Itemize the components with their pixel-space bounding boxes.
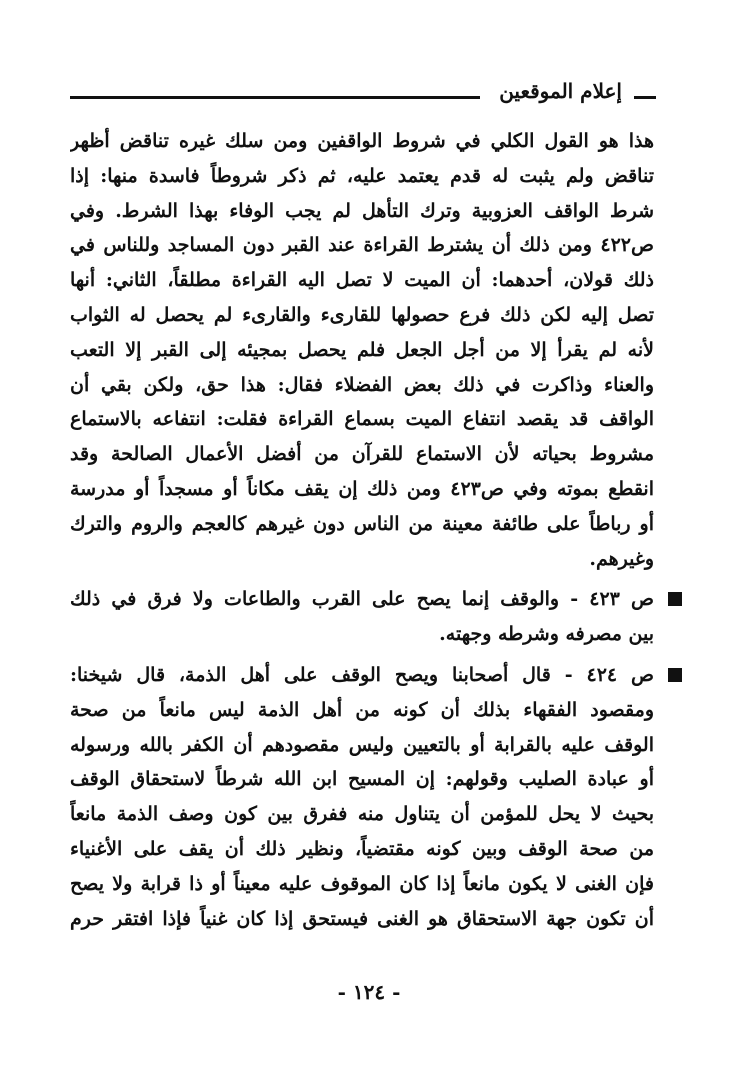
text-line: انقطع بموته وفي ص٤٢٣ ومن ذلك إن يقف مكاناً أو مسجداً أو مدرسة xyxy=(70,477,654,500)
square-bullet-icon xyxy=(668,592,682,606)
text-line: الواقف قد يقصد انتفاع الميت بسماع القراءة فقلت: انتفاعه بالاستماع xyxy=(70,408,654,431)
text-line: بحيث لا يحل للمؤمن أن يتناول منه ففرق بين كون وصف الذمة مانعاً xyxy=(70,803,654,826)
text-line: هذا هو القول الكلي في شروط الواقفين ومن سلك غيره تناقض أظهر xyxy=(70,130,654,152)
text-line: أو عبادة الصليب وقولهم: إن المسيح ابن الله شرطاً لاستحقاق الوقف xyxy=(70,768,654,791)
page-number: - ١٢٤ - xyxy=(337,980,401,1004)
header-rule xyxy=(70,96,480,99)
text-line: أن تكون جهة الاستحقاق هو الغنى فيستحق إذا كان غنياً فإذا افتقر حرم xyxy=(70,907,654,930)
text-line: ص٤٢٢ ومن ذلك أن يشترط القراءة عند القبر دون المساجد وللناس في xyxy=(70,234,654,257)
text-line: تصل إليه لكن ذلك فرع حصولها للقارىء والقارىء لم يحصل له الثواب xyxy=(70,303,654,326)
text-line: وغيرهم. xyxy=(589,547,654,570)
text-line: ص ٤٢٣ - والوقف إنما يصح على القرب والطاعات ولا فرق في ذلك xyxy=(70,588,654,611)
text-line: فإن الغنى لا يكون مانعاً إذا كان الموقوف عليه معيناً أو ذا قرابة ولا يصح xyxy=(70,872,654,895)
text-line: تناقض ولم يثبت له قدم يعتمد عليه، ثم ذكر شروطاً فاسدة منها: إذا xyxy=(70,164,654,187)
text-line: والعناء وذاكرت في ذلك بعض الفضلاء فقال: هذا حق، ولكن بقي أن xyxy=(70,373,654,396)
book-title: إعلام الموقعين xyxy=(499,79,622,103)
header-dash xyxy=(634,96,656,99)
text-line: لأنه لم يقرأ إلا من أجل الجعل فلم يحصل بمجيئه إلى القبر إلا التعب xyxy=(70,338,654,361)
text-line: ومقصود الفقهاء بذلك أن كونه من أهل الذمة ليس مانعاً من صحة xyxy=(70,698,654,721)
text-line: الوقف عليه بالقرابة أو بالتعيين وليس مقصودهم أن الكفر بالله ورسوله xyxy=(70,733,654,756)
bulleted-item xyxy=(70,582,654,652)
text-line: ص ٤٢٤ - قال أصحابنا ويصح الوقف على أهل الذمة، قال شيخنا: xyxy=(70,663,654,686)
text-line: شرط الواقف العزوبية وترك التأهل لم يجب الوفاء بهذا الشرط. وفي xyxy=(70,199,654,222)
text-line: بين مصرفه وشرطه وجهته. xyxy=(439,623,654,646)
square-bullet-icon xyxy=(668,668,682,682)
running-header xyxy=(70,78,656,108)
intro-paragraph xyxy=(70,124,654,576)
text-line: ذلك قولان، أحدهما: أن الميت لا تصل اليه القراءة مطلقاً، الثاني: أنها xyxy=(70,269,654,292)
text-line: من صحة الوقف وبين كونه مقتضياً، ونظير ذلك أن يقف على الأغنياء xyxy=(70,837,654,860)
bulleted-item xyxy=(70,658,654,936)
main-text xyxy=(70,124,654,936)
text-line: مشروط بحياته لأن الاستماع للقرآن من أفضل الأعمال الصالحة وقد xyxy=(70,443,654,466)
text-line: أو رباطاً على طائفة معينة من الناس دون غيرهم كالعجم والروم والترك xyxy=(70,512,654,535)
